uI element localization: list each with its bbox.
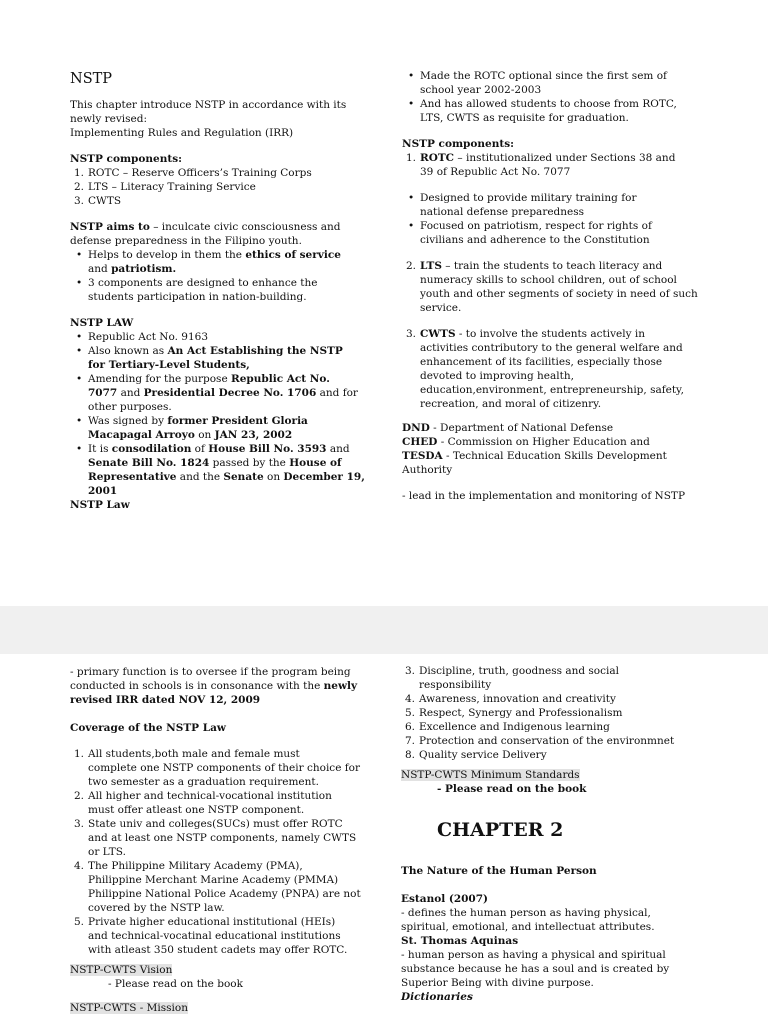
intro-line: Implementing Rules and Regulation (IRR) [70, 127, 294, 139]
intro-line: newly revised: [70, 113, 147, 125]
coverage-heading: Coverage of the NSTP Law [70, 722, 226, 734]
list-item: • And has allowed students to choose from ROTC, LTS, CWTS as requisite for graduation. [420, 97, 702, 125]
list-item: 8. Quality service Delivery [404, 749, 547, 761]
primary-line: revised IRR dated NOV 12, 2009 [70, 694, 261, 706]
aims-list [70, 248, 370, 304]
list-item: • Focused on patriotism, respect for rights of civilians and adherence to the Constitution [420, 219, 702, 247]
law-heading: NSTP LAW [70, 317, 134, 329]
list-item: 1. All students,both male and female must complete one NSTP components of their choice for two semester as a graduation requirement. [73, 748, 360, 788]
list-item: 3. State univ and colleges(SUCs) must offer ROTC and at least one NSTP components, namely CWTS or LTS. [73, 818, 357, 858]
list-item: • Was signed by former President Gloria Macapagal Arroyo on JAN 23, 2002 [88, 414, 370, 442]
primary-line: - primary function is to oversee if the program being [70, 666, 351, 678]
rotc-list [402, 191, 702, 247]
values-list [401, 664, 711, 762]
components-heading: NSTP components: [402, 138, 514, 150]
estanol-line: - defines the human person as having physical, [401, 907, 651, 919]
list-item: • Republic Act No. 9163 [88, 330, 370, 344]
page1-left-column [70, 70, 370, 512]
aquinas-heading: St. Thomas Aquinas [401, 935, 519, 947]
aims-paragraph: NSTP aims to – inculcate civic consciousness and [70, 221, 341, 233]
list-item: 1. ROTC – institutionalized under Sections 38 and 39 of Republic Act No. 7077 [405, 152, 676, 178]
page2-right-column [401, 664, 711, 1004]
list-item: 5. Private higher educational institutional (HEIs) and technical-vocatinal educational institutions with atleast 350 student cadets may offer ROTC. [73, 916, 348, 956]
dictionaries-heading: Dictionaries [401, 991, 473, 1003]
list-item: 4. The Philippine Military Academy (PMA), Philippine Merchant Marine Academy (PMMA) Philippine National Police Academy (PNPA) are not covered by the NSTP law. [73, 860, 361, 914]
primary-line: conducted in schools is in consonance with the newly [70, 680, 358, 692]
list-item: • Made the ROTC optional since the first sem of school year 2002-2003 [420, 69, 702, 97]
rotc-item [402, 151, 702, 179]
chapter-heading: CHAPTER 2 [437, 819, 564, 841]
cwts-item [402, 327, 702, 411]
list-item: • Also known as An Act Establishing the NSTP for Tertiary-Level Students, [88, 344, 370, 372]
dnd-line: DND - Department of National Defense [402, 422, 614, 434]
tesda-line: TESDA - Technical Education Skills Development [402, 450, 667, 462]
intro-line: This chapter introduce NSTP in accordance with its [70, 99, 347, 111]
components-list [70, 166, 370, 208]
aquinas-line: substance because he has a soul and is created by [401, 963, 670, 975]
standards-heading: NSTP-CWTS Minimum Standards [401, 769, 580, 781]
list-item: 3. CWTS - to involve the students actively in activities contributory to the general welfare and enhancement of its facilities, especially those devoted to improving health, education,environment, entrepreneurship, safety, recreation, and moral of citizenry. [405, 328, 684, 410]
page2-left-column [70, 665, 380, 1015]
list-item: • Amending for the purpose Republic Act No. 7077 and Presidential Decree No. 1706 and for other purposes. [88, 372, 370, 414]
list-item: 2. LTS – Literacy Training Service [73, 181, 256, 193]
list-item: 2. All higher and technical-vocational institution must offer atleast one NSTP component. [73, 790, 332, 816]
vision-text: - Please read on the book [108, 978, 243, 990]
list-item: 5. Respect, Synergy and Professionalism [404, 707, 623, 719]
lts-item [402, 259, 702, 315]
law-list [70, 330, 370, 498]
mission-heading: NSTP-CWTS - Mission [70, 1002, 188, 1014]
list-item: 3. Discipline, truth, goodness and social responsibility [404, 665, 619, 691]
ched-line: CHED - Commission on Higher Education and [402, 436, 650, 448]
law-footer: NSTP Law [70, 499, 130, 511]
lead-line: - lead in the implementation and monitoring of NSTP [402, 490, 686, 502]
nature-heading: The Nature of the Human Person [401, 865, 597, 877]
standards-text: - Please read on the book [437, 783, 587, 795]
page1-right-column [402, 69, 702, 503]
list-item: 2. LTS – train the students to teach literacy and numeracy skills to school children, out of school youth and other segments of society in need of such service. [405, 260, 698, 314]
list-item: • 3 components are designed to enhance the students participation in nation-building. [88, 276, 370, 304]
vision-heading: NSTP-CWTS Vision [70, 964, 173, 976]
aquinas-line: - human person as having a physical and spiritual [401, 949, 666, 961]
aims-paragraph: defense preparedness in the Filipino youth. [70, 235, 302, 247]
list-item: 7. Protection and conservation of the environmnet [404, 735, 675, 747]
list-item: 1. ROTC – Reserve Officers’s Training Corps [73, 167, 312, 179]
aquinas-line: Superior Being with divine purpose. [401, 977, 594, 989]
page-2 [0, 654, 768, 1024]
list-item: • Helps to develop in them the ethics of service and patriotism. [88, 248, 370, 276]
components-heading: NSTP components: [70, 153, 182, 165]
list-item: 4. Awareness, innovation and creativity [404, 693, 616, 705]
estanol-line: spiritual, emotional, and intellectuat attributes. [401, 921, 655, 933]
page-title: NSTP [70, 71, 113, 87]
list-item: 6. Excellence and Indigenous learning [404, 721, 610, 733]
top-list [402, 69, 702, 125]
estanol-heading: Estanol (2007) [401, 893, 489, 905]
list-item: 3. CWTS [73, 195, 122, 207]
coverage-list [70, 747, 380, 957]
tesda-line: Authority [402, 464, 453, 476]
list-item: • Designed to provide military training for national defense preparedness [420, 191, 702, 219]
list-item: • It is consodilation of House Bill No. 3593 and Senate Bill No. 1824 passed by the House of Representative and the Senate on December 19, 2001 [88, 442, 370, 498]
